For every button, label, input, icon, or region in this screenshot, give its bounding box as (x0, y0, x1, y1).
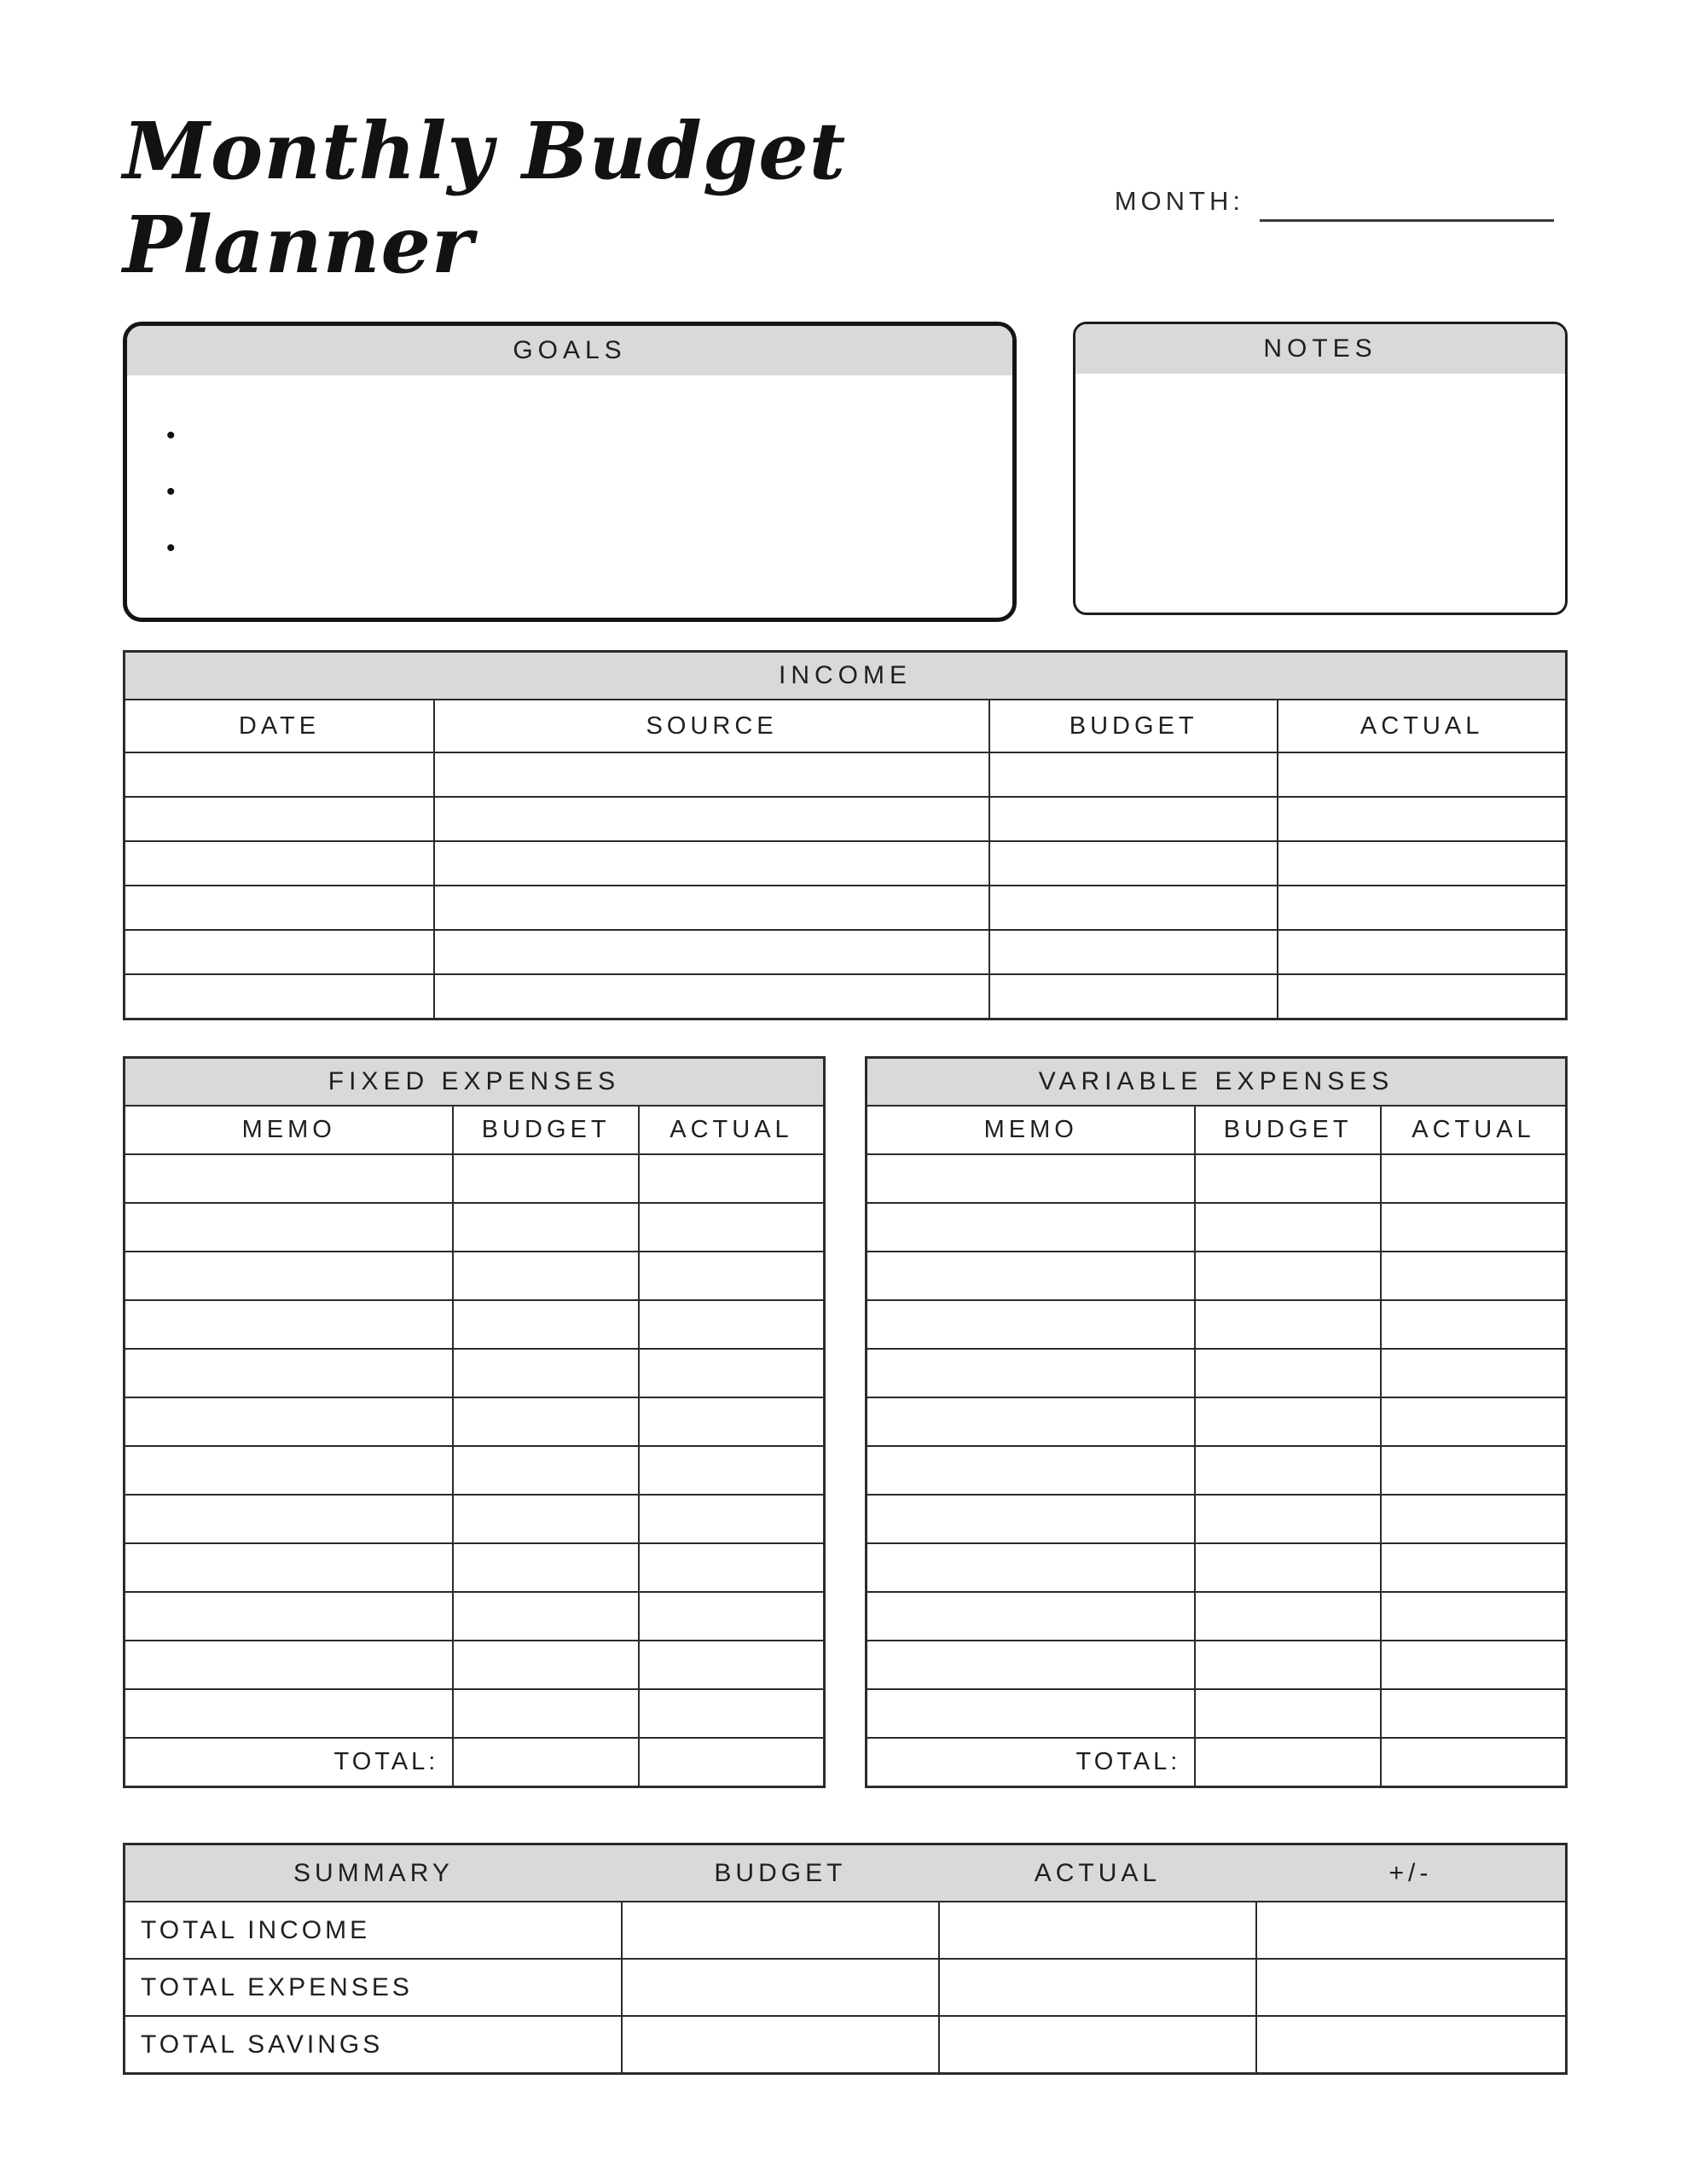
summary-row-total-income (125, 1902, 1567, 1959)
empty-cell (622, 2016, 939, 2073)
empty-cell (453, 1154, 639, 1203)
empty-cell (125, 1300, 454, 1349)
empty-cell (125, 1349, 454, 1397)
empty-cell (1381, 1495, 1567, 1543)
empty-row (125, 797, 1567, 841)
empty-row (125, 1495, 825, 1543)
empty-cell (1195, 1203, 1381, 1252)
empty-cell (453, 1203, 639, 1252)
empty-cell (125, 974, 435, 1019)
empty-cell (1381, 1689, 1567, 1738)
income-col-source: SOURCE (434, 700, 989, 752)
summary-row-label: TOTAL INCOME (125, 1902, 622, 1959)
empty-cell (125, 1495, 454, 1543)
fixed-expenses-col-memo: MEMO (125, 1106, 454, 1154)
summary-col-actual: ACTUAL (939, 1844, 1256, 1902)
empty-row (125, 841, 1567, 886)
empty-cell (622, 1902, 939, 1959)
empty-cell (125, 1641, 454, 1689)
fixed-expenses-section (123, 1056, 826, 1788)
empty-row (125, 1592, 825, 1641)
empty-cell (453, 1543, 639, 1592)
empty-cell (1278, 797, 1566, 841)
empty-cell (639, 1203, 825, 1252)
empty-cell (639, 1543, 825, 1592)
title-row (123, 0, 1568, 293)
bullet-icon: • (166, 421, 176, 450)
empty-cell (434, 886, 989, 930)
empty-cell (867, 1495, 1196, 1543)
empty-cell (125, 1203, 454, 1252)
empty-cell (867, 1203, 1196, 1252)
income-section (123, 650, 1568, 1020)
empty-row (125, 1252, 825, 1300)
boxes-row (123, 322, 1568, 622)
income-header-row (125, 651, 1567, 700)
notes-header: NOTES (1075, 324, 1565, 374)
goals-box (123, 322, 1017, 622)
empty-cell (1381, 1446, 1567, 1495)
empty-cell (453, 1495, 639, 1543)
empty-row (867, 1495, 1567, 1543)
variable-expenses-col-actual: ACTUAL (1381, 1106, 1567, 1154)
empty-cell (1381, 1252, 1567, 1300)
empty-cell (639, 1300, 825, 1349)
empty-cell (1381, 1300, 1567, 1349)
empty-cell (1381, 1592, 1567, 1641)
empty-cell (867, 1641, 1196, 1689)
empty-cell (434, 930, 989, 974)
summary-col-summary: SUMMARY (125, 1844, 622, 1902)
empty-cell (989, 752, 1278, 797)
income-col-date: DATE (125, 700, 435, 752)
empty-cell (867, 1154, 1196, 1203)
empty-cell (1195, 1641, 1381, 1689)
empty-cell (1195, 1349, 1381, 1397)
month-field (1115, 174, 1554, 222)
variable-expenses-col-budget: BUDGET (1195, 1106, 1381, 1154)
fixed-expenses-header: FIXED EXPENSES (125, 1057, 825, 1106)
empty-row (125, 1641, 825, 1689)
empty-cell (639, 1349, 825, 1397)
empty-cell (125, 1397, 454, 1446)
empty-cell (989, 797, 1278, 841)
empty-cell (453, 1592, 639, 1641)
empty-cell (453, 1252, 639, 1300)
income-header: INCOME (125, 651, 1567, 700)
variable-expenses-section (865, 1056, 1568, 1788)
empty-row (125, 886, 1567, 930)
empty-row (867, 1397, 1567, 1446)
empty-cell (989, 930, 1278, 974)
empty-cell (1278, 974, 1566, 1019)
empty-row (867, 1446, 1567, 1495)
summary-table (123, 1843, 1568, 2075)
summary-row-label: TOTAL EXPENSES (125, 1959, 622, 2016)
bullet-icon: • (166, 477, 176, 506)
empty-cell (1278, 752, 1566, 797)
empty-row (125, 1543, 825, 1592)
empty-cell (125, 752, 435, 797)
empty-cell (622, 1959, 939, 2016)
empty-cell (434, 974, 989, 1019)
empty-cell (1195, 1397, 1381, 1446)
fixed-expenses-columns-row (125, 1106, 825, 1154)
empty-cell (434, 797, 989, 841)
empty-row (867, 1203, 1567, 1252)
empty-cell (125, 1252, 454, 1300)
summary-row-label: TOTAL SAVINGS (125, 2016, 622, 2073)
variable-expenses-columns-row (867, 1106, 1567, 1154)
fixed-expenses-col-actual: ACTUAL (639, 1106, 825, 1154)
empty-cell (1195, 1738, 1381, 1786)
empty-row (867, 1349, 1567, 1397)
goals-body (127, 375, 1012, 561)
month-blank-line (1260, 195, 1554, 222)
empty-row (867, 1300, 1567, 1349)
empty-cell (125, 1446, 454, 1495)
empty-cell (1381, 1738, 1567, 1786)
empty-cell (639, 1446, 825, 1495)
empty-cell (1381, 1397, 1567, 1446)
empty-row (125, 1203, 825, 1252)
empty-cell (1256, 2016, 1567, 2073)
empty-cell (939, 1959, 1256, 2016)
fixed-expenses-total-row (125, 1738, 825, 1786)
empty-cell (1278, 841, 1566, 886)
variable-expenses-total-label: TOTAL: (867, 1738, 1196, 1786)
goals-header: GOALS (127, 326, 1012, 375)
empty-cell (453, 1689, 639, 1738)
income-col-budget: BUDGET (989, 700, 1278, 752)
empty-row (867, 1154, 1567, 1203)
income-col-actual: ACTUAL (1278, 700, 1566, 752)
empty-cell (989, 841, 1278, 886)
empty-cell (1256, 1959, 1567, 2016)
empty-cell (125, 1543, 454, 1592)
empty-cell (1195, 1300, 1381, 1349)
empty-row (867, 1592, 1567, 1641)
empty-cell (1195, 1592, 1381, 1641)
empty-cell (434, 841, 989, 886)
variable-expenses-total-row (867, 1738, 1567, 1786)
income-rows (125, 752, 1567, 1019)
empty-cell (434, 752, 989, 797)
income-table (123, 650, 1568, 1020)
income-columns-row (125, 700, 1567, 752)
empty-cell (639, 1495, 825, 1543)
variable-expenses-col-memo: MEMO (867, 1106, 1196, 1154)
empty-row (125, 1154, 825, 1203)
fixed-expenses-col-budget: BUDGET (453, 1106, 639, 1154)
empty-row (867, 1543, 1567, 1592)
empty-cell (639, 1738, 825, 1786)
summary-col-budget: BUDGET (622, 1844, 939, 1902)
empty-cell (125, 930, 435, 974)
empty-cell (989, 974, 1278, 1019)
empty-cell (453, 1641, 639, 1689)
empty-row (125, 1446, 825, 1495)
empty-cell (639, 1154, 825, 1203)
empty-cell (125, 1154, 454, 1203)
empty-cell (867, 1689, 1196, 1738)
fixed-expenses-header-row (125, 1057, 825, 1106)
month-label: MONTH: (1114, 186, 1244, 217)
empty-cell (1381, 1203, 1567, 1252)
empty-row (867, 1641, 1567, 1689)
empty-cell (1195, 1154, 1381, 1203)
empty-cell (867, 1592, 1196, 1641)
empty-cell (453, 1349, 639, 1397)
empty-cell (125, 797, 435, 841)
empty-cell (867, 1397, 1196, 1446)
empty-cell (1195, 1495, 1381, 1543)
summary-row-total-expenses (125, 1959, 1567, 2016)
empty-cell (867, 1349, 1196, 1397)
empty-cell (639, 1592, 825, 1641)
empty-cell (1195, 1252, 1381, 1300)
empty-cell (939, 1902, 1256, 1959)
empty-cell (867, 1543, 1196, 1592)
empty-row (125, 1349, 825, 1397)
empty-cell (1195, 1689, 1381, 1738)
empty-row (125, 752, 1567, 797)
empty-cell (1381, 1641, 1567, 1689)
summary-header-row (125, 1844, 1567, 1902)
notes-box (1073, 322, 1568, 615)
empty-cell (867, 1300, 1196, 1349)
empty-cell (1195, 1543, 1381, 1592)
summary-section (123, 1843, 1568, 2075)
fixed-expenses-total-label: TOTAL: (125, 1738, 454, 1786)
fixed-expenses-rows (125, 1154, 825, 1738)
summary-col-plus-minus: +/- (1256, 1844, 1567, 1902)
empty-row (867, 1252, 1567, 1300)
empty-cell (125, 1689, 454, 1738)
empty-cell (639, 1252, 825, 1300)
summary-row-total-savings (125, 2016, 1567, 2073)
page-title: Monthly Budget Planner (123, 105, 847, 292)
empty-row (125, 930, 1567, 974)
empty-cell (1278, 886, 1566, 930)
variable-expenses-rows (867, 1154, 1567, 1738)
empty-cell (1381, 1543, 1567, 1592)
variable-expenses-table (865, 1056, 1568, 1788)
variable-expenses-header-row (867, 1057, 1567, 1106)
expenses-row (123, 1056, 1568, 1788)
empty-cell (639, 1397, 825, 1446)
variable-expenses-header: VARIABLE EXPENSES (867, 1057, 1567, 1106)
empty-cell (867, 1252, 1196, 1300)
empty-row (125, 1397, 825, 1446)
empty-cell (453, 1397, 639, 1446)
empty-cell (125, 886, 435, 930)
empty-row (125, 1689, 825, 1738)
empty-cell (989, 886, 1278, 930)
empty-cell (1381, 1154, 1567, 1203)
empty-cell (453, 1446, 639, 1495)
empty-cell (125, 841, 435, 886)
bullet-icon: • (166, 533, 176, 562)
empty-cell (1278, 930, 1566, 974)
empty-row (867, 1689, 1567, 1738)
fixed-expenses-table (123, 1056, 826, 1788)
empty-cell (1195, 1446, 1381, 1495)
empty-cell (867, 1446, 1196, 1495)
empty-cell (453, 1738, 639, 1786)
empty-cell (453, 1300, 639, 1349)
empty-cell (939, 2016, 1256, 2073)
empty-cell (1256, 1902, 1567, 1959)
empty-cell (125, 1592, 454, 1641)
empty-row (125, 1300, 825, 1349)
empty-row (125, 974, 1567, 1019)
empty-cell (1381, 1349, 1567, 1397)
empty-cell (639, 1641, 825, 1689)
empty-cell (639, 1689, 825, 1738)
